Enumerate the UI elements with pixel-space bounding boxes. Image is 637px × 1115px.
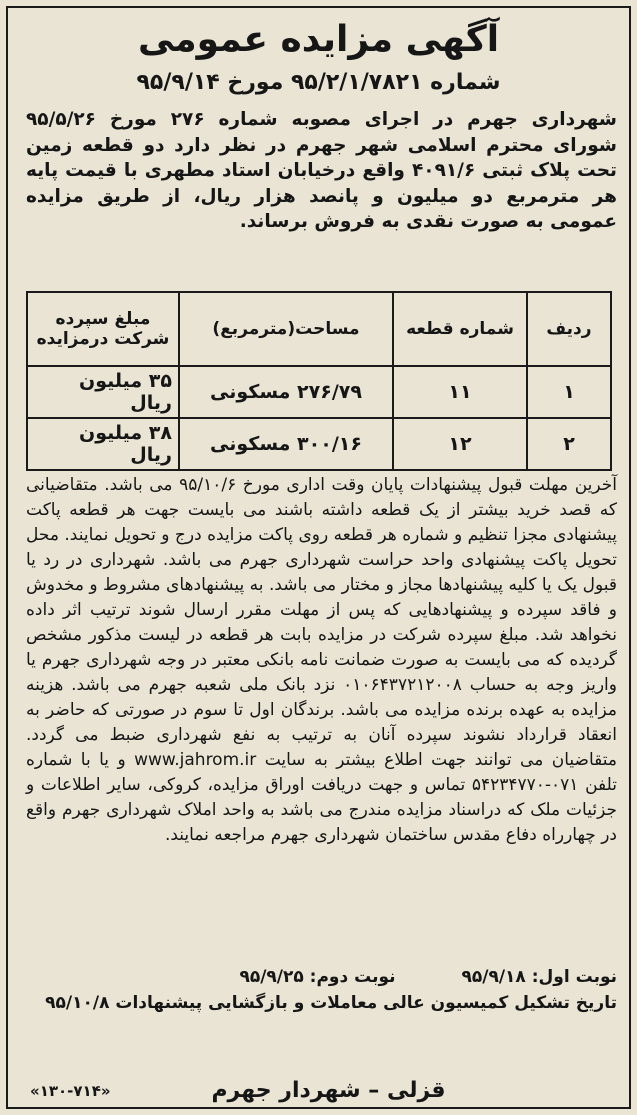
terms-paragraph: آخرین مهلت قبول پیشنهادات پایان وقت اداری مورخ ۹۵/۱۰/۶ می باشد. متقاضیانی که قصد خرید بیشتر از یک قطعه داشته باشند می بایست جهت هر قطعه پاکت پیشنهادی مجزا تنظیم و شماره هر قطعه روی پاکت مزایده درج و تحویل نمایند. محل تحویل پاکت پیشنهادی واحد حراست شهرداری جهرم می باشد. شهرداری در رد یا قبول یک یا کلیه پیشنهادها مجاز و مختار می باشد. به پیشنهادهای مشروط و مخدوش و فاقد سپرده و پیشنهادهایی که پس از مهلت مقرر ارسال شوند ترتیب اثر داده نخواهد شد. مبلغ سپرده شرکت در مزایده بابت هر قطعه در لیست مذکور مشخص گردیده که می بایست به صورت ضمانت نامه بانکی معتبر در وجه شهرداری جهرم یا واریز وجه به حساب ۰۱۰۶۴۳۷۲۱۲۰۰۸ نزد بانک ملی شعبه جهرم می باشد. هزینه مزایده به عهده برنده مزایده می باشد. برندگان اول تا سوم در صورتی که حاضر به انعقاد قرارداد نشوند سپرده آنان به ترتیب به نفع شهرداری ضبط می گردد. متقاضیان می توانند جهت اطلاع بیشتر به سایت www.jahrom.ir و یا با شماره تلفن ۰۷۱-۵۴۲۳۴۷۷۰ تماس و جهت دریافت اوراق مزایده، کروکی، سایر اطلاعات و جزئیات ملک که دراسناد مزایده مندرج می باشد به واحد املاک شهرداری جهرم واقع در چهارراه دفاع مقدس ساختمان شهرداری جهرم مراجعه نمایند.	[26, 475, 617, 845]
cell-area: ۲۷۶/۷۹ مسکونی	[179, 366, 393, 418]
header-deposit: مبلغ سپرده شرکت درمزایده	[27, 292, 179, 366]
ad-code: «۱۳۰-۷۱۴»	[30, 1082, 111, 1100]
cell-deposit: ۳۸ میلیون ریال	[27, 418, 179, 470]
intro-paragraph: شهرداری جهرم در اجرای مصوبه شماره ۲۷۶ مورخ ۹۵/۵/۲۶ شورای محترم اسلامی شهر جهرم در نظر دارد دو قطعه زمین تحت پلاک ثبتی ۴۰۹۱/۶ واقع درخیابان استاد مطهری با قیمت پایه هر مترمربع دو میلیون و پانصد هزار ریال، از طریق مزایده عمومی به صورت نقدی به فروش برساند.	[26, 109, 618, 233]
header-row-number: ردیف	[527, 292, 611, 366]
first-round: نوبت اول: ۹۵/۹/۱۸	[461, 967, 617, 987]
cell-lot-number: ۱۱	[393, 366, 527, 418]
mayor-signature: قزلی – شهردار جهرم	[211, 1078, 446, 1103]
table-header-row	[27, 292, 611, 366]
table-row	[27, 366, 611, 418]
lots-table	[26, 291, 612, 471]
table-row	[27, 418, 611, 470]
ad-number-line: شماره ۹۵/۲/۱/۷۸۲۱ مورخ ۹۵/۹/۱۴	[136, 70, 501, 95]
cell-row-number: ۲	[527, 418, 611, 470]
second-round: نوبت دوم: ۹۵/۹/۲۵	[239, 967, 396, 987]
cell-lot-number: ۱۲	[393, 418, 527, 470]
cell-deposit: ۳۵ میلیون ریال	[27, 366, 179, 418]
publication-rounds	[26, 964, 617, 990]
cell-area: ۳۰۰/۱۶ مسکونی	[179, 418, 393, 470]
commission-session-line: تاریخ تشکیل کمیسیون عالی معاملات و بازگشایی پیشنهادات ۹۵/۱۰/۸	[45, 993, 617, 1013]
header-area: مساحت(مترمربع)	[179, 292, 393, 366]
cell-row-number: ۱	[527, 366, 611, 418]
header-lot-number: شماره قطعه	[393, 292, 527, 366]
ad-title: آگهی مزایده عمومی	[137, 19, 500, 60]
